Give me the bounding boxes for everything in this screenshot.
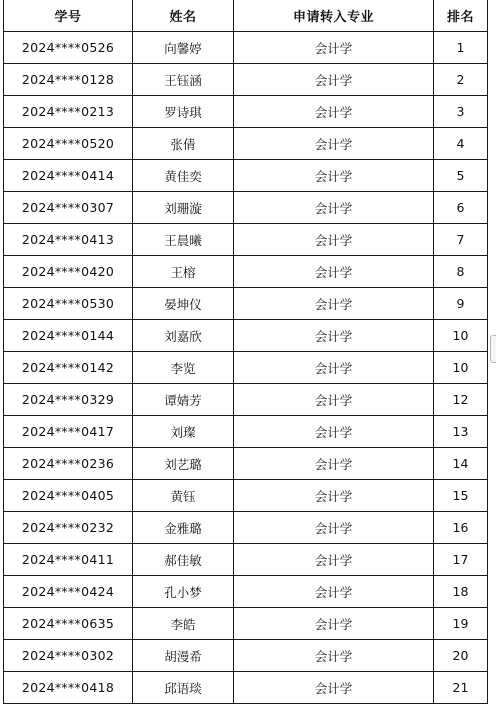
student-name-cell: 黄钰 — [133, 480, 234, 512]
major-cell: 会计学 — [234, 160, 434, 192]
scroll-handle[interactable] — [490, 335, 496, 363]
student-name-cell: 李览 — [133, 352, 234, 384]
student-name-cell: 金雅璐 — [133, 512, 234, 544]
major-cell: 会计学 — [234, 448, 434, 480]
student-id-cell: 2024****0329 — [4, 384, 133, 416]
rank-cell: 10 — [434, 352, 488, 384]
rank-cell: 10 — [434, 320, 488, 352]
major-cell: 会计学 — [234, 64, 434, 96]
student-id-cell: 2024****0307 — [4, 192, 133, 224]
table-row — [4, 320, 488, 352]
table-row — [4, 640, 488, 672]
major-cell: 会计学 — [234, 128, 434, 160]
rank-cell: 16 — [434, 512, 488, 544]
student-name-cell: 孔小梦 — [133, 576, 234, 608]
table-row — [4, 128, 488, 160]
header-row — [4, 0, 488, 32]
student-id-cell: 2024****0413 — [4, 224, 133, 256]
student-name-cell: 向馨婷 — [133, 32, 234, 64]
student-id-cell: 2024****0417 — [4, 416, 133, 448]
student-name-cell: 刘璨 — [133, 416, 234, 448]
major-cell: 会计学 — [234, 256, 434, 288]
major-cell: 会计学 — [234, 224, 434, 256]
student-name-cell: 李皓 — [133, 608, 234, 640]
student-name-cell: 罗诗琪 — [133, 96, 234, 128]
rank-cell: 3 — [434, 96, 488, 128]
major-cell: 会计学 — [234, 608, 434, 640]
table-row — [4, 256, 488, 288]
table-row — [4, 608, 488, 640]
major-cell: 会计学 — [234, 512, 434, 544]
student-name-cell: 王晨曦 — [133, 224, 234, 256]
student-name-cell: 邱语琰 — [133, 672, 234, 704]
rank-cell: 20 — [434, 640, 488, 672]
student-id-cell: 2024****0635 — [4, 608, 133, 640]
student-name-cell: 晏坤仪 — [133, 288, 234, 320]
table-row — [4, 576, 488, 608]
major-cell: 会计学 — [234, 576, 434, 608]
student-id-cell: 2024****0144 — [4, 320, 133, 352]
student-name-cell: 刘嘉欣 — [133, 320, 234, 352]
header-rank: 排名 — [434, 0, 488, 32]
table-row — [4, 352, 488, 384]
major-cell: 会计学 — [234, 32, 434, 64]
table-row — [4, 64, 488, 96]
student-id-cell: 2024****0302 — [4, 640, 133, 672]
rank-cell: 1 — [434, 32, 488, 64]
table-row — [4, 288, 488, 320]
rank-cell: 7 — [434, 224, 488, 256]
student-id-cell: 2024****0526 — [4, 32, 133, 64]
student-name-cell: 谭婧芳 — [133, 384, 234, 416]
rank-cell: 9 — [434, 288, 488, 320]
table-row — [4, 224, 488, 256]
student-name-cell: 王榕 — [133, 256, 234, 288]
table-row — [4, 160, 488, 192]
major-cell: 会计学 — [234, 544, 434, 576]
rank-cell: 6 — [434, 192, 488, 224]
student-id-cell: 2024****0232 — [4, 512, 133, 544]
major-cell: 会计学 — [234, 416, 434, 448]
major-cell: 会计学 — [234, 352, 434, 384]
rank-cell: 19 — [434, 608, 488, 640]
student-id-cell: 2024****0213 — [4, 96, 133, 128]
student-id-cell: 2024****0414 — [4, 160, 133, 192]
student-id-cell: 2024****0236 — [4, 448, 133, 480]
table-row — [4, 512, 488, 544]
rank-cell: 18 — [434, 576, 488, 608]
rank-cell: 12 — [434, 384, 488, 416]
student-id-cell: 2024****0142 — [4, 352, 133, 384]
table-row — [4, 96, 488, 128]
major-cell: 会计学 — [234, 192, 434, 224]
student-id-cell: 2024****0424 — [4, 576, 133, 608]
rank-cell: 21 — [434, 672, 488, 704]
student-name-cell: 郝佳敏 — [133, 544, 234, 576]
table-header — [4, 0, 488, 32]
table-row — [4, 448, 488, 480]
table-row — [4, 544, 488, 576]
student-id-cell: 2024****0405 — [4, 480, 133, 512]
rank-cell: 14 — [434, 448, 488, 480]
table-row — [4, 480, 488, 512]
ranking-sheet — [3, 0, 487, 704]
header-name: 姓名 — [133, 0, 234, 32]
rank-cell: 5 — [434, 160, 488, 192]
major-cell: 会计学 — [234, 480, 434, 512]
table-row — [4, 192, 488, 224]
rank-cell: 15 — [434, 480, 488, 512]
table-body — [4, 32, 488, 704]
table-row — [4, 32, 488, 64]
student-name-cell: 王钰涵 — [133, 64, 234, 96]
major-cell: 会计学 — [234, 640, 434, 672]
major-cell: 会计学 — [234, 672, 434, 704]
rank-cell: 17 — [434, 544, 488, 576]
header-student-id: 学号 — [4, 0, 133, 32]
student-id-cell: 2024****0520 — [4, 128, 133, 160]
student-id-cell: 2024****0420 — [4, 256, 133, 288]
table-row — [4, 672, 488, 704]
student-id-cell: 2024****0128 — [4, 64, 133, 96]
major-cell: 会计学 — [234, 320, 434, 352]
header-major: 申请转入专业 — [234, 0, 434, 32]
rank-cell: 2 — [434, 64, 488, 96]
student-name-cell: 张倩 — [133, 128, 234, 160]
rank-cell: 4 — [434, 128, 488, 160]
student-id-cell: 2024****0418 — [4, 672, 133, 704]
major-cell: 会计学 — [234, 288, 434, 320]
student-name-cell: 胡漫希 — [133, 640, 234, 672]
student-name-cell: 刘珊漩 — [133, 192, 234, 224]
student-name-cell: 刘艺璐 — [133, 448, 234, 480]
rank-cell: 8 — [434, 256, 488, 288]
table-row — [4, 384, 488, 416]
transfer-ranking-table — [3, 0, 488, 704]
rank-cell: 13 — [434, 416, 488, 448]
student-id-cell: 2024****0530 — [4, 288, 133, 320]
major-cell: 会计学 — [234, 96, 434, 128]
major-cell: 会计学 — [234, 384, 434, 416]
table-row — [4, 416, 488, 448]
student-name-cell: 黄佳奕 — [133, 160, 234, 192]
student-id-cell: 2024****0411 — [4, 544, 133, 576]
